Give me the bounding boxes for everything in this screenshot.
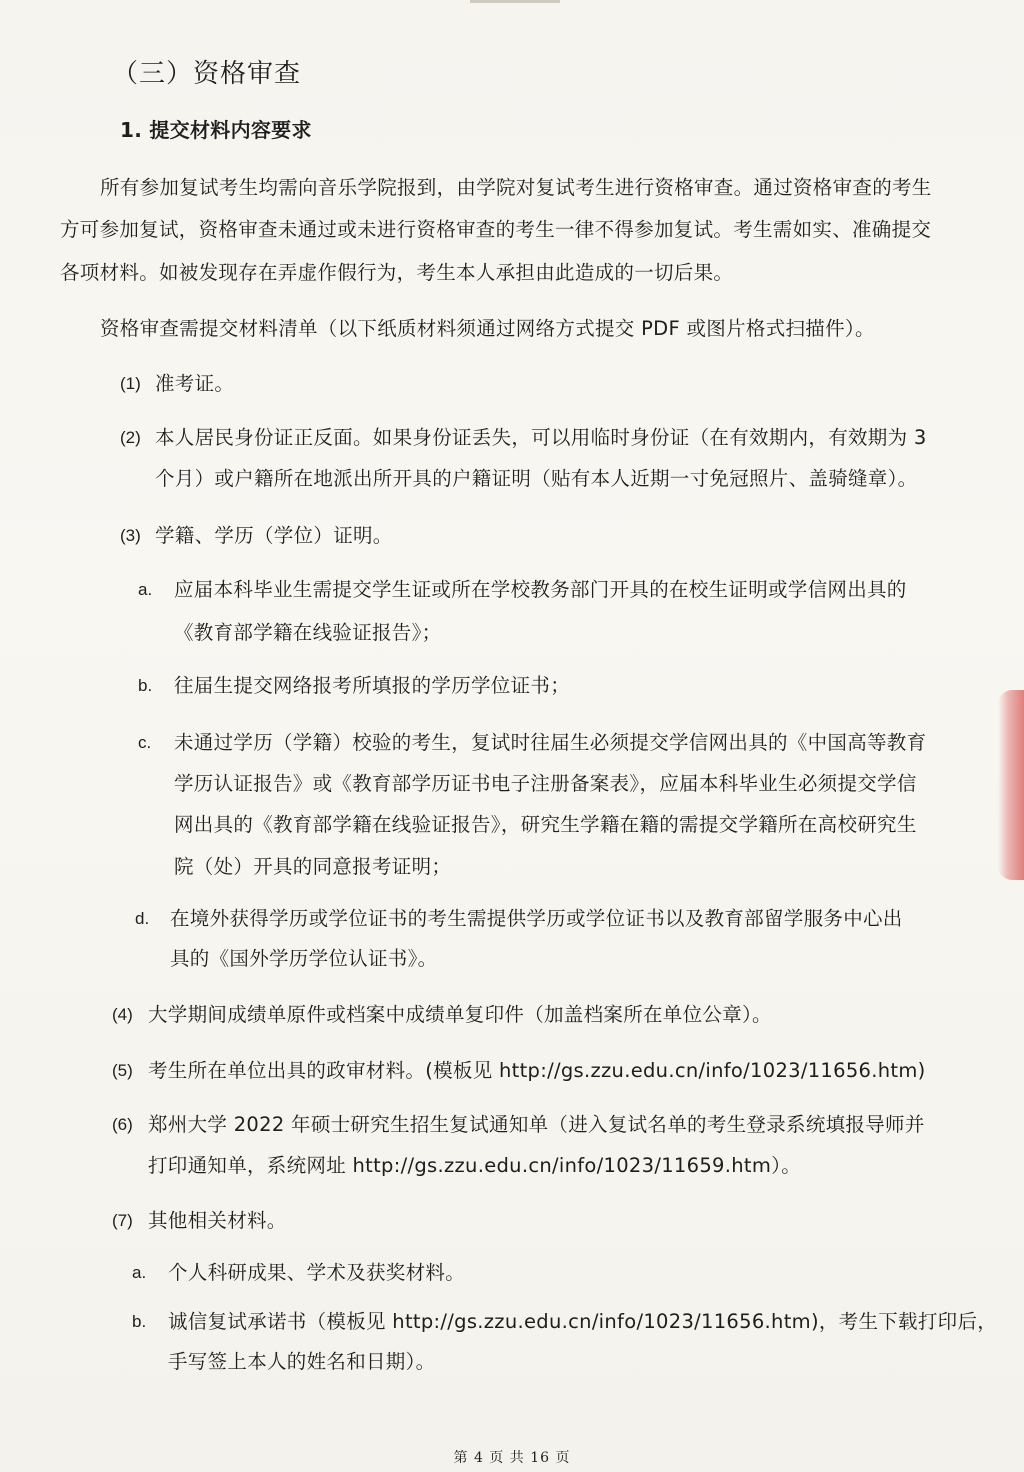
subitem-text: 在境外获得学历或学位证书的考生需提供学历或学位证书以及教育部留学服务中心出 <box>170 907 903 930</box>
subitem-text: 诚信复试承诺书（模板见 http://gs.zzu.edu.cn/info/1023/11656.htm)，考生下载打印后， <box>168 1310 998 1333</box>
section-subheading: 1. 提交材料内容要求 <box>120 118 312 142</box>
item-text: 其他相关材料。 <box>148 1209 287 1232</box>
subitem-label: b. <box>138 676 153 695</box>
item-label: (6) <box>112 1115 133 1134</box>
subitem-text: 《教育部学籍在线验证报告》； <box>174 621 442 644</box>
item-label: (7) <box>112 1211 133 1230</box>
item-text: 郑州大学 2022 年硕士研究生招生复试通知单（进入复试名单的考生登录系统填报导师并 <box>148 1113 925 1136</box>
intro-line: 所有参加复试考生均需向音乐学院报到，由学院对复试考生进行资格审查。通过资格审查的考生 <box>100 176 932 199</box>
subitem-text: 往届生提交网络报考所填报的学历学位证书； <box>174 674 571 697</box>
item-text: 考生所在单位出具的政审材料。(模板见 http://gs.zzu.edu.cn/info/1023/11656.htm) <box>148 1059 926 1082</box>
item-label: (3) <box>120 526 141 545</box>
item-label: (1) <box>120 374 141 393</box>
subitem-text: 网出具的《教育部学籍在线验证报告》，研究生学籍在籍的需提交学籍所在高校研究生 <box>174 813 917 836</box>
subitem-text: 具的《国外学历学位认证书》。 <box>170 947 438 970</box>
subitem-text: 手写签上本人的姓名和日期）。 <box>168 1350 436 1373</box>
seal-stamp-edge <box>998 690 1024 880</box>
item-text: 准考证。 <box>155 372 235 395</box>
item-text: 学籍、学历（学位）证明。 <box>155 524 393 547</box>
subitem-text: 未通过学历（学籍）校验的考生，复试时往届生必须提交学信网出具的《中国高等教育 <box>174 731 927 754</box>
subitem-label: a. <box>138 580 153 599</box>
item-text: 个月）或户籍所在地派出所开具的户籍证明（贴有本人近期一寸免冠照片、盖骑缝章）。 <box>155 467 918 490</box>
intro-line: 方可参加复试，资格审查未通过或未进行资格审查的考生一律不得参加复试。考生需如实、准确提交 <box>60 218 932 241</box>
subitem-label: d. <box>135 909 150 928</box>
item-label: (2) <box>120 428 141 447</box>
subitem-text: 应届本科毕业生需提交学生证或所在学校教务部门开具的在校生证明或学信网出具的 <box>174 578 907 601</box>
page-fold-mark <box>470 0 560 3</box>
subitem-label: a. <box>132 1263 147 1282</box>
subitem-label: b. <box>132 1312 147 1331</box>
item-text: 大学期间成绩单原件或档案中成绩单复印件（加盖档案所在单位公章）。 <box>148 1003 772 1026</box>
subitem-label: c. <box>138 733 152 752</box>
section-heading: （三）资格审查 <box>112 59 302 89</box>
item-text: 本人居民身份证正反面。如果身份证丢失，可以用临时身份证（在有效期内，有效期为 3 <box>155 426 927 449</box>
item-label: (5) <box>112 1061 133 1080</box>
item-text: 打印通知单，系统网址 http://gs.zzu.edu.cn/info/1023/11659.htm）。 <box>148 1154 802 1177</box>
subitem-text: 学历认证报告》或《教育部学历证书电子注册备案表》，应届本科毕业生必须提交学信 <box>174 772 917 795</box>
intro-line: 各项材料。如被发现存在弄虚作假行为，考生本人承担由此造成的一切后果。 <box>60 261 734 284</box>
subitem-text: 院（处）开具的同意报考证明； <box>174 855 452 878</box>
checklist-intro: 资格审查需提交材料清单（以下纸质材料须通过网络方式提交 PDF 或图片格式扫描件）。 <box>100 317 875 340</box>
item-label: (4) <box>112 1005 133 1024</box>
subitem-text: 个人科研成果、学术及获奖材料。 <box>168 1261 466 1284</box>
page-number: 第 4 页 共 16 页 <box>453 1450 571 1466</box>
